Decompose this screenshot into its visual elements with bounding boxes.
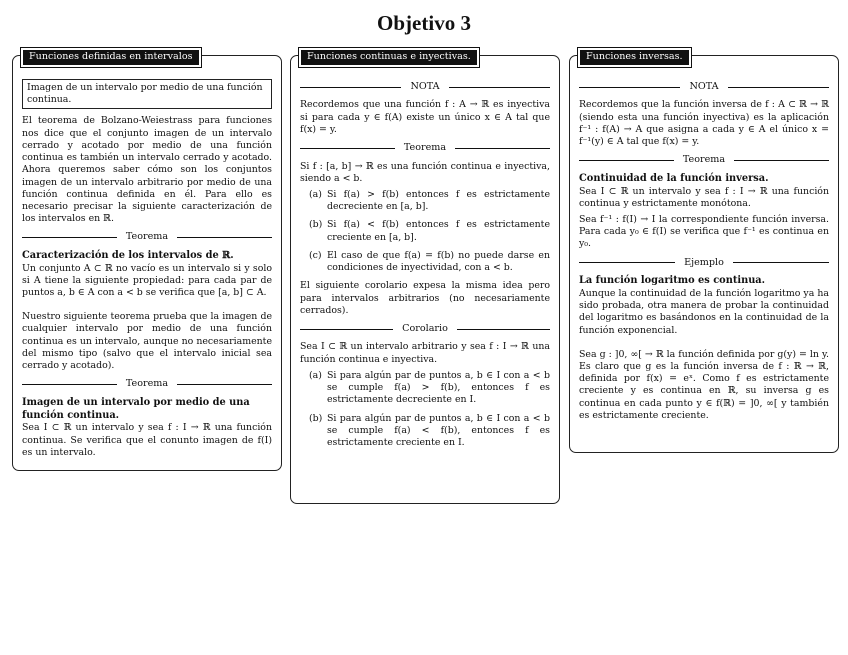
boxed-heading: Imagen de un intervalo por medio de una función continua. (22, 79, 272, 109)
paragraph: Sea I ⊂ ℝ un intervalo y sea f : I → ℝ una función continua y estrictamente monótona. (579, 185, 829, 209)
paragraph: Si f : [a, b] → ℝ es una función continua e inyectiva, siendo a < b. (300, 160, 550, 184)
section-divider: Teorema (22, 378, 272, 390)
section-divider: Teorema (300, 142, 550, 154)
paragraph: Sea g : ]0, ∞[ → ℝ la función definida por g(y) = ln y. Es claro que g es la función inversa de f : ℝ → ℝ, definida por f(x) = eˣ. Como f es estrictamente creciente y es continua en ℝ, su inversa g es continua en cada punto y ∈ f(ℝ) = ]0, ∞[ y también es estrictamente creciente. (579, 348, 829, 421)
page-title: Objetivo 3 (377, 11, 471, 35)
section-divider: Corolario (300, 323, 550, 335)
panel-tag: Funciones continuas e inyectivas. (299, 48, 479, 67)
corollary-list (300, 370, 550, 449)
section-divider: NOTA (300, 81, 550, 93)
paragraph: Recordemos que la función inversa de f : A ⊂ ℝ → ℝ (siendo esta una función inyectiva) es la aplicación f⁻¹ : f(A) → A que asigna a cada y ∈ A el único x = f⁻¹(y) ∈ A tal que f(x) = y. (579, 99, 829, 148)
paragraph: El teorema de Bolzano-Weiestrass para funciones nos dice que el conjunto imagen de un intervalo cerrado y acotado por medio de una función continua es también un intervalo cerrado y acotado. Ahora queremos saber cómo son los conjuntos imagen de un intervalo arbitrario por medio de una función continua definida en él. Para ello es necesario precisar la siguiente caracterización de los intervalos en ℝ. (22, 115, 272, 225)
paragraph: Nuestro siguiente teorema prueba que la imagen de cualquier intervalo por medio de una función continua es un intervalo, aunque no necesariamente del mismo tipo (salvo que el intervalo inicial sea cerrado y acotado). (22, 311, 272, 372)
theorem-title: Caracterización de los intervalos de ℝ. (22, 249, 234, 261)
list-item: (c) El caso de que f(a) = f(b) no puede darse en condiciones de inyectividad, con a < b. (309, 249, 550, 274)
list-item: (b) Si f(a) < f(b) entonces f es estrictamente creciente en [a, b]. (309, 219, 550, 243)
list-item: (b) Si para algún par de puntos a, b ∈ I con a < b se cumple f(a) < f(b), entonces f es estrictamente creciente en I. (309, 412, 550, 448)
panel-tag: Funciones definidas en intervalos (21, 48, 201, 67)
theorem-title: Imagen de un intervalo por medio de una función continua. (22, 396, 250, 421)
paragraph: Un conjunto A ⊂ ℝ no vacío es un intervalo si y solo si A tiene la siguiente propiedad: para cada par de puntos a, b ∈ A con a < b se verifica que [a, b] ⊂ A. (22, 262, 272, 299)
panel-inversas (569, 51, 839, 453)
panel-continuas-inyectivas (290, 51, 560, 504)
section-divider: Ejemplo (579, 257, 829, 269)
example-title: La función logaritmo es continua. (579, 275, 766, 287)
paragraph: Sea f⁻¹ : f(I) → I la correspondiente función inversa. Para cada y₀ ∈ f(I) se verifica que f⁻¹ es continua en y₀. (579, 213, 829, 250)
section-divider: NOTA (579, 81, 829, 93)
panel-intervalos (12, 51, 282, 471)
list-item: (a) Si f(a) > f(b) entonces f es estrictamente decreciente en [a, b]. (309, 189, 550, 213)
theorem-title: Continuidad de la función inversa. (579, 172, 769, 184)
theorem-list (300, 189, 550, 274)
section-divider: Teorema (579, 154, 829, 166)
paragraph: Sea I ⊂ ℝ un intervalo y sea f : I → ℝ una función continua. Se verifica que el conunto imagen de f(I) es un intervalo. (22, 422, 272, 458)
list-item: (a) Si para algún par de puntos a, b ∈ I con a < b se cumple f(a) > f(b), entonces f es estrictamente decreciente en I. (309, 369, 550, 406)
paragraph: Sea I ⊂ ℝ un intervalo arbitrario y sea f : I → ℝ una función continua e inyectiva. (300, 341, 550, 365)
paragraph: Recordemos que una función f : A → ℝ es inyectiva si para cada y ∈ f(A) existe un único x ∈ A tal que f(x) = y. (300, 99, 550, 135)
paragraph: El siguiente corolario expesa la misma idea pero para intervalos arbitrarios (no necesariamente cerrados). (300, 280, 550, 316)
section-divider: Teorema (22, 231, 272, 243)
paragraph: Aunque la continuidad de la función logaritmo ya ha sido probada, otra manera de probar la continuidad del logaritmo es basándonos en la continuidad de la función exponencial. (579, 287, 829, 336)
panel-tag: Funciones inversas. (578, 48, 691, 67)
